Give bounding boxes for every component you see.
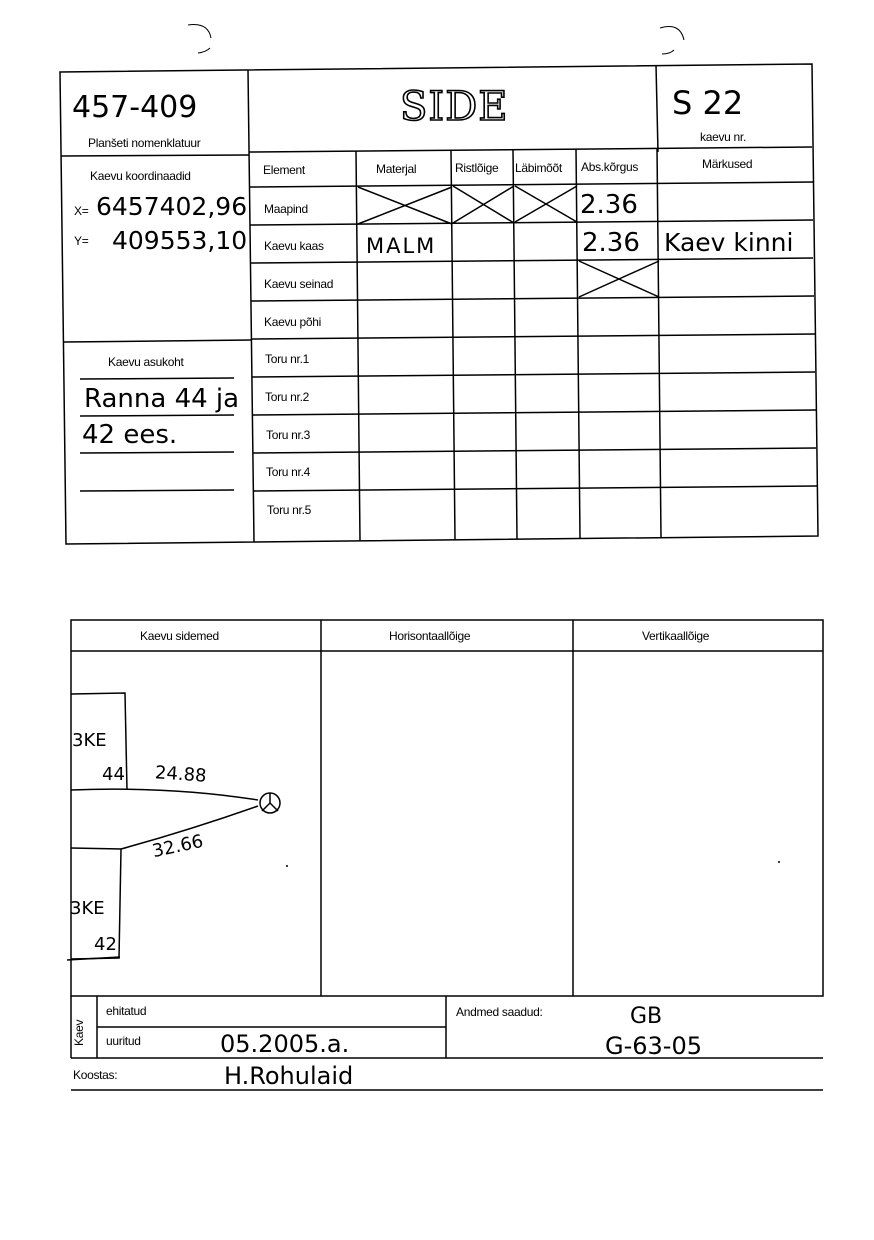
col-header-element: Element <box>263 163 305 177</box>
col-header-notes: Märkused <box>702 157 753 171</box>
material-kaevu-kaas: MALM <box>366 234 437 258</box>
surveyed-value: 05.2005.a. <box>220 1030 350 1058</box>
col-header-diameter: Läbimõõt <box>515 161 562 175</box>
sketch-header-vertical: Vertikaallõige <box>642 629 710 643</box>
abs-height-kaevu-kaas: 2.36 <box>582 228 640 258</box>
building-top-number: 44 <box>102 764 125 785</box>
footer-side-label: Kaev <box>72 1019 86 1046</box>
built-label: ehitatud <box>106 1004 147 1018</box>
nomenclature-label: Planšeti nomenklatuur <box>88 136 201 150</box>
row-element-label: Toru nr.4 <box>266 465 310 479</box>
x-coordinate-value: 6457402,96 <box>96 192 248 221</box>
x-prefix: X= <box>74 204 89 218</box>
building-top-label: 3KE <box>72 730 107 751</box>
row-element-label: Toru nr.1 <box>265 352 309 366</box>
y-prefix: Y= <box>74 234 89 248</box>
row-element-label: Toru nr.3 <box>266 428 310 442</box>
scan-specks <box>286 861 780 867</box>
compiled-value: H.Rohulaid <box>224 1062 354 1090</box>
nomenclature-value: 457-409 <box>72 90 198 125</box>
well-number-value: S 22 <box>672 84 744 122</box>
location-line1: Ranna 44 ja <box>84 384 240 414</box>
surveyed-label: uuritud <box>106 1034 141 1048</box>
sketch-header-horizontal: Horisontaallõige <box>389 629 471 643</box>
data-source-label: Andmed saadud: <box>456 1005 543 1019</box>
location-line2: 42 ees. <box>82 420 178 450</box>
location-label: Kaevu asukoht <box>108 355 184 369</box>
row-element-label: Maapind <box>264 202 308 216</box>
data-source-value-2: G-63-05 <box>605 1032 702 1060</box>
row-element-label: Kaevu seinad <box>264 277 334 291</box>
col-header-abs-height: Abs.kõrgus <box>581 160 639 174</box>
y-coordinate-value: 409553,10 <box>112 226 248 255</box>
row-element-label: Toru nr.2 <box>265 390 309 404</box>
form-title: SIDE <box>400 84 509 130</box>
notes-kaevu-kaas: Kaev kinni <box>664 228 794 257</box>
distance-top: 24.88 <box>154 762 208 787</box>
row-element-label: Kaevu kaas <box>264 239 324 253</box>
distance-bottom: 32.66 <box>150 830 206 863</box>
sketch-header-connections: Kaevu sidemed <box>140 629 219 643</box>
building-bottom-number: 42 <box>94 934 117 955</box>
data-source-value-1: GB <box>630 1004 663 1029</box>
row-element-label: Toru nr.5 <box>267 503 311 517</box>
col-header-cross-section: Ristlõige <box>455 161 499 175</box>
col-header-material: Materjal <box>376 162 417 176</box>
well-number-label: kaevu nr. <box>700 130 746 144</box>
row-element-label: Kaevu põhi <box>264 315 322 329</box>
abs-height-maapind: 2.36 <box>580 190 638 220</box>
coordinates-label: Kaevu koordinaadid <box>90 169 191 183</box>
building-bottom-label: 3KE <box>70 898 105 919</box>
compiled-label: Koostas: <box>73 1068 118 1082</box>
